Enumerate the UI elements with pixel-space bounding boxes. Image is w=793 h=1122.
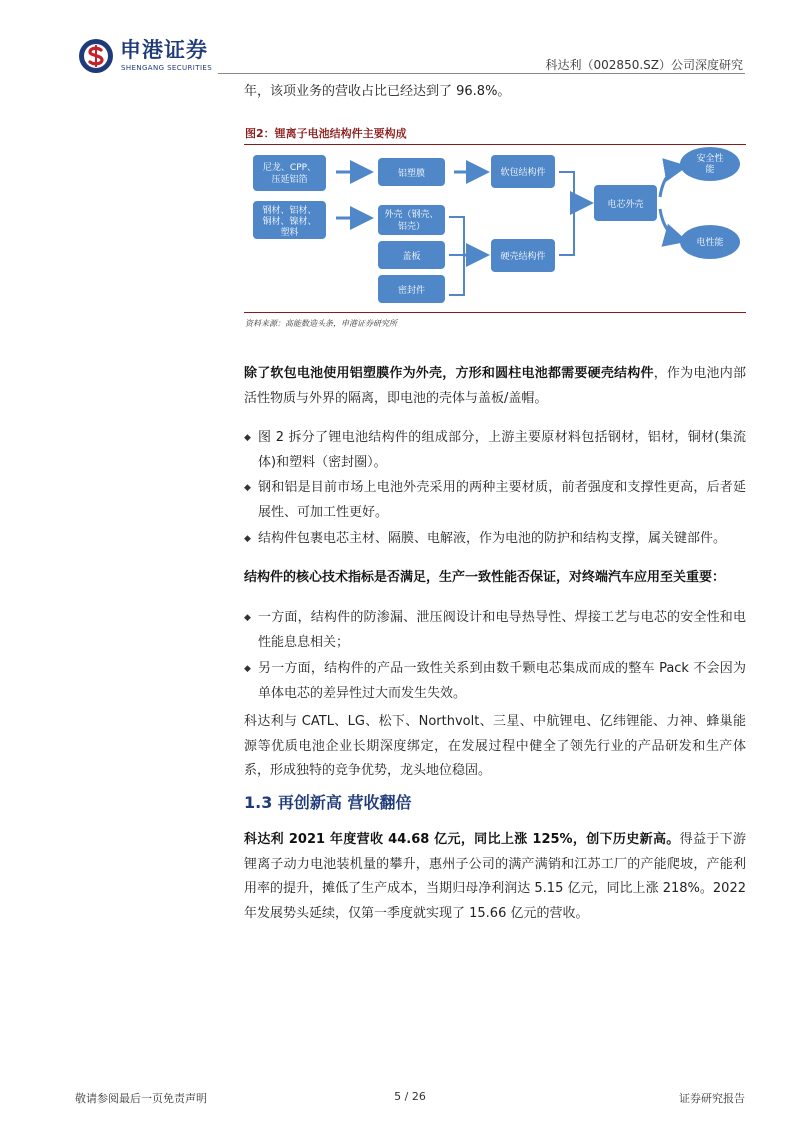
bullet-item: ◆ 图 2 拆分了锂电池结构件的组成部分，上游主要原材料包括钢材，铝材，铜材(集流体)和塑料（密封圈）。 <box>244 430 746 470</box>
paragraph-structural-parts <box>244 362 746 411</box>
paragraph-revenue <box>244 828 746 926</box>
paragraph-1-bold: 除了软包电池使用铝塑膜作为外壳，方形和圆柱电池都需要硬壳结构件 <box>244 366 654 381</box>
label-raw1-line2: 压延铝箔 <box>271 175 308 185</box>
bullet-item: ◆ 钢和铝是目前市场上电池外壳采用的两种主要材质，前者强度和支撑性更高，后者延展性、可加工性更好。 <box>244 480 746 520</box>
intro-paragraph: 年，该项业务的营收占比已经达到了 96.8%。 <box>244 84 511 99</box>
label-electric: 电性能 <box>696 238 724 248</box>
paragraph-1-rest: ，作为电池内部活性物质与外界的隔离，即电池的壳体与盖板/盖帽。 <box>244 366 746 406</box>
figure-bottom-rule <box>244 312 746 313</box>
label-shell-line2: 铝壳） <box>397 222 426 232</box>
bullet-item: ◆ 一方面，结构件的防渗漏、泄压阀设计和电导热导性、焊接工艺与电芯的安全性和电性能息息相关； <box>244 610 746 650</box>
label-shell-line1: 外壳（钢壳、 <box>384 210 439 220</box>
bracket-hard-inputs <box>449 217 464 295</box>
battery-structure-diagram <box>244 145 746 311</box>
footer-report-type: 证券研究报告 <box>679 1092 745 1105</box>
paragraph-customers: 科达利与 CATL、LG、松下、Northvolt、三星、中航锂电、亿纬锂能、力神、蜂巢能源等优质电池企业长期深度绑定，在发展过程中健全了领先行业的产品研发和生产体系，形成独特的竞争优势，龙头地位稳固。 <box>244 714 746 778</box>
footer-disclaimer: 敬请参阅最后一页免责声明 <box>75 1092 207 1105</box>
report-title: 科达利（002850.SZ）公司深度研究 <box>545 58 743 72</box>
arrow-to-safety <box>660 167 682 197</box>
label-cover: 盖板 <box>402 252 421 262</box>
bullet-item: ◆ 另一方面，结构件的产品一致性关系到由数千颗电芯集成而成的整车 Pack 不会因为单体电芯的差异性过大而发生失效。 <box>244 661 746 701</box>
page-number: 5 / 26 <box>394 1090 426 1103</box>
figure-title: 图2：锂离子电池结构件主要构成 <box>245 127 407 140</box>
label-hard: 硬壳结构件 <box>500 252 546 262</box>
bracket-cell-inputs <box>559 172 574 255</box>
paragraph-4-bold: 科达利 2021 年度营收 44.68 亿元，同比上涨 125%，创下历史新高。 <box>244 832 680 847</box>
label-seal: 密封件 <box>397 286 426 296</box>
bullet-item: ◆ 结构件包裹电芯主材、隔膜、电解液，作为电池的防护和结构支撑，属关键部件。 <box>244 531 727 546</box>
arrow-to-electric <box>660 209 682 240</box>
label-raw1-line1: 尼龙、CPP、 <box>262 163 317 173</box>
brand-name-en: SHENGANG SECURITIES <box>121 64 213 72</box>
label-cellcase: 电芯外壳 <box>607 200 644 210</box>
node-raw-materials-1 <box>253 155 326 191</box>
label-raw2-line3: 塑料 <box>280 228 299 238</box>
node-safety <box>680 147 740 181</box>
paragraph-core-indicators: 结构件的核心技术指标是否满足，生产一致性能否保证，对终端汽车应用至关重要： <box>244 570 726 585</box>
brand-name-cn: 申港证券 <box>120 38 208 62</box>
label-raw2-line2: 铜材、镍材、 <box>262 217 317 227</box>
label-raw2-line1: 钢材、铝材、 <box>262 206 317 216</box>
header-divider <box>218 73 745 74</box>
label-safety-line2: 能 <box>705 165 715 175</box>
paragraph-4-rest: 得益于下游锂离子动力电池装机量的攀升，惠州子公司的满产满销和江苏工厂的产能爬坡，产能利用率的提升，摊低了生产成本，当期归母净利润达 5.15 亿元，同比上涨 218%。2022 年发展势头延续，仅第一季度就实现了 15.66 亿元的营收。 <box>244 832 746 921</box>
section-heading: 1.3 再创新高 营收翻倍 <box>244 793 412 812</box>
shengang-logo-icon <box>78 38 114 74</box>
label-soft: 软包结构件 <box>500 168 546 178</box>
label-safety-line1: 安全性 <box>696 154 724 164</box>
label-alfilm: 铝塑膜 <box>397 169 426 179</box>
figure-source: 资料来源：高能数造头条，申港证券研究所 <box>245 319 397 328</box>
